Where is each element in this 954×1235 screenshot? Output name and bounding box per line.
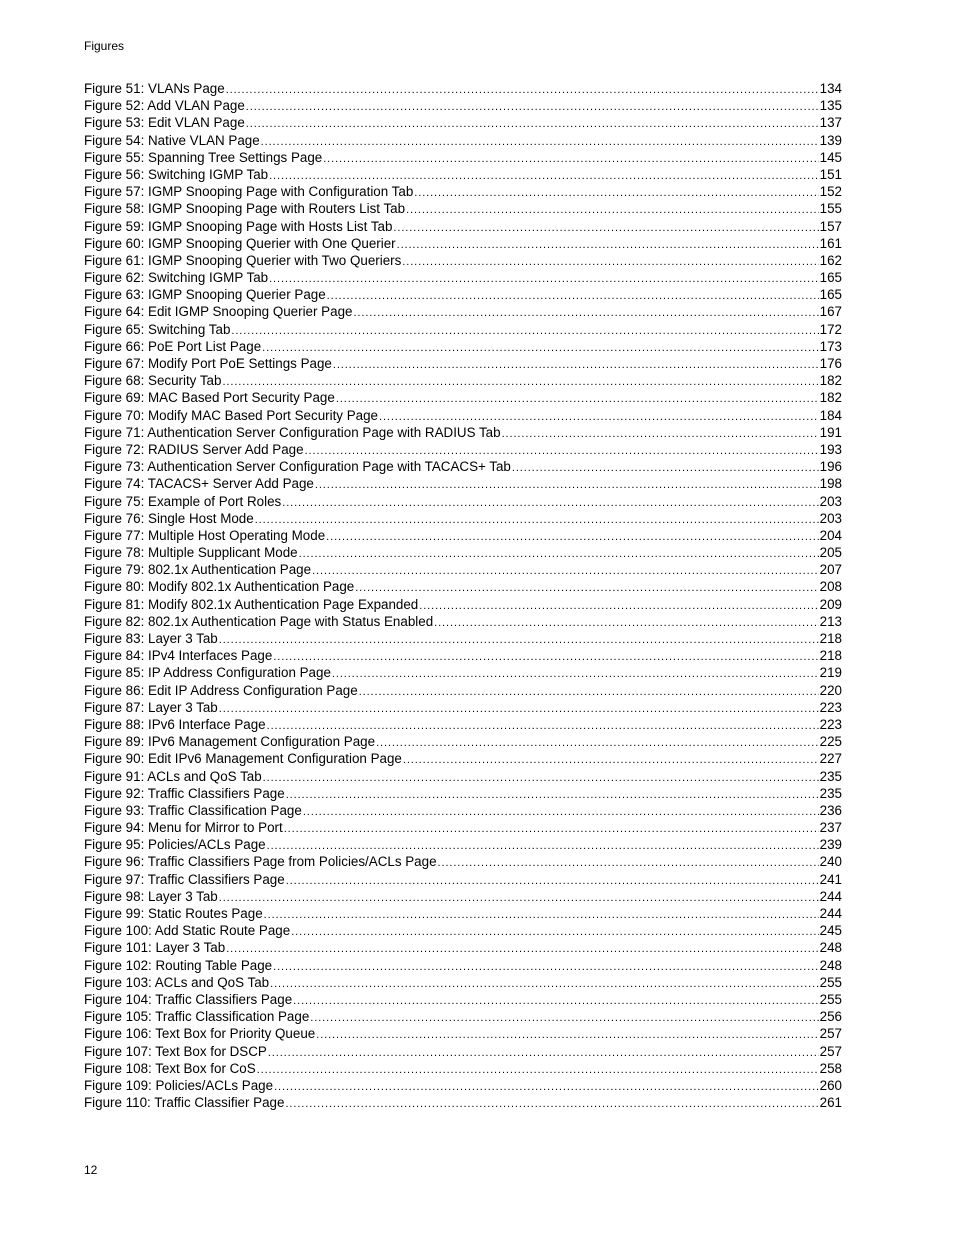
toc-entry-page-number: 219 <box>819 665 842 681</box>
dot-leader <box>267 718 819 733</box>
toc-entry-title: Figure 91: ACLs and QoS Tab <box>84 768 262 784</box>
toc-entry[interactable] <box>84 905 842 922</box>
dot-leader <box>274 1079 819 1094</box>
toc-entry[interactable] <box>84 321 842 338</box>
dot-leader <box>397 237 819 252</box>
dot-leader <box>273 959 819 974</box>
toc-entry-page-number: 261 <box>819 1095 842 1111</box>
toc-entry[interactable] <box>84 97 842 114</box>
toc-entry[interactable] <box>84 407 842 424</box>
toc-entry[interactable] <box>84 682 842 699</box>
toc-entry[interactable] <box>84 716 842 733</box>
toc-entry-title: Figure 67: Modify Port PoE Settings Page <box>84 356 332 371</box>
toc-entry-page-number: 208 <box>819 579 842 595</box>
toc-entry-page-number: 167 <box>819 304 842 320</box>
toc-entry[interactable] <box>84 991 842 1008</box>
toc-entry-title: Figure 92: Traffic Classifiers Page <box>84 785 285 801</box>
toc-entry-title: Figure 58: IGMP Snooping Page with Routers List Tab <box>84 201 406 217</box>
dot-leader <box>327 288 819 303</box>
dot-leader <box>376 735 819 750</box>
dot-leader <box>406 202 819 217</box>
dot-leader <box>419 598 818 613</box>
dot-leader <box>333 357 819 372</box>
toc-entry-title: Figure 79: 802.1x Authentication Page <box>84 562 312 578</box>
toc-entry-page-number: 218 <box>819 648 842 664</box>
toc-entry-title: Figure 80: Modify 802.1x Authentication Page <box>84 579 355 595</box>
toc-entry-page-number: 134 <box>819 81 842 96</box>
dot-leader <box>219 701 819 716</box>
toc-entry-page-number: 220 <box>819 682 842 698</box>
toc-entry[interactable] <box>84 836 842 853</box>
toc-entry-page-number: 182 <box>819 390 842 406</box>
toc-entry-page-number: 245 <box>819 923 842 939</box>
dot-leader <box>434 615 819 630</box>
toc-entry[interactable] <box>84 888 842 905</box>
dot-leader <box>226 82 819 97</box>
toc-entry-title: Figure 94: Menu for Mirror to Port <box>84 820 283 836</box>
toc-entry[interactable] <box>84 1060 842 1077</box>
toc-entry-page-number: 203 <box>819 510 842 526</box>
toc-entry-title: Figure 104: Traffic Classifiers Page <box>84 991 293 1007</box>
toc-entry-page-number: 235 <box>819 785 842 801</box>
toc-entry-page-number: 151 <box>819 166 842 182</box>
toc-entry[interactable] <box>84 338 842 355</box>
dot-leader <box>282 495 818 510</box>
dot-leader <box>285 1096 818 1111</box>
toc-entry-title: Figure 70: Modify MAC Based Port Security Page <box>84 407 378 423</box>
toc-entry[interactable] <box>84 871 842 888</box>
dot-leader <box>293 993 819 1008</box>
toc-entry[interactable] <box>84 939 842 956</box>
toc-entry[interactable] <box>84 458 842 475</box>
dot-leader <box>269 168 819 183</box>
dot-leader <box>315 477 819 492</box>
dot-leader <box>262 340 819 355</box>
toc-entry[interactable] <box>84 132 842 149</box>
toc-entry[interactable] <box>84 80 842 97</box>
toc-entry[interactable] <box>84 200 842 217</box>
toc-entry-title: Figure 85: IP Address Configuration Page <box>84 665 331 681</box>
toc-entry-page-number: 258 <box>819 1060 842 1076</box>
toc-entry-title: Figure 103: ACLs and QoS Tab <box>84 974 270 990</box>
toc-entry-page-number: 207 <box>819 562 842 578</box>
toc-entry[interactable] <box>84 922 842 939</box>
toc-entry-page-number: 209 <box>819 596 842 612</box>
toc-entry[interactable] <box>84 699 842 716</box>
toc-entry[interactable] <box>84 355 842 372</box>
toc-entry-title: Figure 73: Authentication Server Configuration Page with TACACS+ Tab <box>84 459 511 475</box>
dot-leader <box>305 443 819 458</box>
toc-entry-title: Figure 106: Text Box for Priority Queue <box>84 1026 316 1042</box>
toc-entry-page-number: 204 <box>819 527 842 543</box>
toc-entry[interactable] <box>84 664 842 681</box>
toc-entry-title: Figure 56: Switching IGMP Tab <box>84 166 269 182</box>
toc-entry-page-number: 223 <box>819 716 842 732</box>
toc-entry-page-number: 157 <box>819 218 842 234</box>
toc-entry-page-number: 235 <box>819 768 842 784</box>
toc-entry-page-number: 239 <box>819 837 842 853</box>
toc-entry-title: Figure 51: VLANs Page <box>84 81 225 96</box>
toc-entry-title: Figure 97: Traffic Classifiers Page <box>84 871 285 887</box>
toc-entry[interactable] <box>84 802 842 819</box>
dot-leader <box>312 563 819 578</box>
toc-entry-page-number: 173 <box>819 338 842 354</box>
toc-entry-page-number: 260 <box>819 1077 842 1093</box>
dot-leader <box>355 580 818 595</box>
toc-entry-page-number: 248 <box>819 940 842 956</box>
toc-entry-title: Figure 78: Multiple Supplicant Mode <box>84 545 298 561</box>
toc-entry-title: Figure 76: Single Host Mode <box>84 510 254 526</box>
dot-leader <box>261 134 819 149</box>
toc-entry-page-number: 244 <box>819 888 842 904</box>
dot-leader <box>326 529 819 544</box>
toc-entry-title: Figure 110: Traffic Classifier Page <box>84 1095 285 1111</box>
toc-entry-title: Figure 90: Edit IPv6 Management Configuration Page <box>84 751 402 767</box>
toc-entry[interactable] <box>84 544 842 561</box>
toc-entry-title: Figure 64: Edit IGMP Snooping Querier Page <box>84 304 353 320</box>
toc-entry[interactable] <box>84 630 842 647</box>
running-header: Figures <box>84 39 125 53</box>
toc-entry[interactable] <box>84 252 842 269</box>
toc-entry-title: Figure 87: Layer 3 Tab <box>84 699 218 715</box>
toc-entry-page-number: 255 <box>819 991 842 1007</box>
toc-entry-page-number: 165 <box>819 287 842 303</box>
toc-entry-title: Figure 65: Switching Tab <box>84 321 231 337</box>
toc-entry-page-number: 255 <box>819 974 842 990</box>
toc-entry-title: Figure 102: Routing Table Page <box>84 957 273 973</box>
toc-entry-page-number: 184 <box>819 407 842 423</box>
toc-entry[interactable] <box>84 441 842 458</box>
dot-leader <box>414 185 818 200</box>
dot-leader <box>284 821 819 836</box>
dot-leader <box>268 1045 819 1060</box>
toc-entry-title: Figure 54: Native VLAN Page <box>84 132 260 148</box>
toc-entry[interactable] <box>84 269 842 286</box>
dot-leader <box>246 99 819 114</box>
toc-entry[interactable] <box>84 286 842 303</box>
toc-entry-title: Figure 63: IGMP Snooping Querier Page <box>84 287 326 303</box>
dot-leader <box>222 374 818 389</box>
toc-entry[interactable] <box>84 1077 842 1094</box>
dot-leader <box>303 804 819 819</box>
toc-entry-title: Figure 71: Authentication Server Configuration Page with RADIUS Tab <box>84 424 501 440</box>
toc-entry-title: Figure 55: Spanning Tree Settings Page <box>84 149 323 165</box>
dot-leader <box>226 941 818 956</box>
toc-entry-page-number: 225 <box>819 734 842 750</box>
toc-entry[interactable] <box>84 578 842 595</box>
toc-entry-page-number: 165 <box>819 270 842 286</box>
toc-entry-page-number: 139 <box>819 132 842 148</box>
toc-entry-page-number: 257 <box>819 1043 842 1059</box>
toc-entry-title: Figure 107: Text Box for DSCP <box>84 1043 267 1059</box>
toc-entry-title: Figure 83: Layer 3 Tab <box>84 631 218 646</box>
toc-entry-title: Figure 61: IGMP Snooping Querier with Two Queriers <box>84 252 402 268</box>
toc-entry-page-number: 227 <box>819 751 842 767</box>
toc-entry-title: Figure 57: IGMP Snooping Page with Configuration Tab <box>84 184 414 200</box>
toc-entry-page-number: 241 <box>819 871 842 887</box>
toc-entry[interactable] <box>84 750 842 767</box>
toc-entry-title: Figure 99: Static Routes Page <box>84 906 263 921</box>
dot-leader <box>257 1062 819 1077</box>
toc-entry[interactable] <box>84 613 842 630</box>
toc-entry-page-number: 205 <box>819 545 842 561</box>
toc-entry-title: Figure 105: Traffic Classification Page <box>84 1009 310 1025</box>
toc-entry-title: Figure 66: PoE Port List Page <box>84 338 262 354</box>
toc-entry-page-number: 176 <box>819 356 842 371</box>
toc-entry[interactable] <box>84 1008 842 1025</box>
toc-entry[interactable] <box>84 510 842 527</box>
toc-entry-title: Figure 62: Switching IGMP Tab <box>84 270 269 286</box>
toc-entry-title: Figure 74: TACACS+ Server Add Page <box>84 476 314 492</box>
toc-entry-page-number: 182 <box>819 373 842 389</box>
toc-entry[interactable] <box>84 853 842 870</box>
page-number: 12 <box>84 1163 98 1177</box>
toc-entry-page-number: 172 <box>819 321 842 337</box>
toc-entry[interactable] <box>84 493 842 510</box>
toc-entry-title: Figure 84: IPv4 Interfaces Page <box>84 648 273 664</box>
toc-entry[interactable] <box>84 424 842 441</box>
toc-entry-page-number: 257 <box>819 1026 842 1042</box>
toc-entry[interactable] <box>84 235 842 252</box>
dot-leader <box>286 787 819 802</box>
dot-leader <box>263 770 819 785</box>
dot-leader <box>438 855 819 870</box>
dot-leader <box>336 391 819 406</box>
dot-leader <box>291 924 818 939</box>
dot-leader <box>359 684 819 699</box>
dot-leader <box>270 976 819 991</box>
toc-entry[interactable] <box>84 957 842 974</box>
dot-leader <box>323 151 818 166</box>
toc-entry-page-number: 145 <box>819 149 842 165</box>
toc-entry-title: Figure 81: Modify 802.1x Authentication Page Expanded <box>84 596 419 612</box>
toc-entry-page-number: 203 <box>819 493 842 509</box>
dot-leader <box>231 323 818 338</box>
toc-entry-title: Figure 60: IGMP Snooping Querier with One Querier <box>84 235 396 251</box>
dot-leader <box>269 271 819 286</box>
toc-entry[interactable] <box>84 1043 842 1060</box>
dot-leader <box>267 838 819 853</box>
dot-leader <box>353 305 818 320</box>
toc-entry-title: Figure 77: Multiple Host Operating Mode <box>84 527 326 543</box>
toc-entry-page-number: 198 <box>819 476 842 492</box>
toc-entry[interactable] <box>84 389 842 406</box>
dot-leader <box>316 1027 818 1042</box>
toc-entry-page-number: 196 <box>819 459 842 475</box>
toc-entry-title: Figure 88: IPv6 Interface Page <box>84 716 266 732</box>
dot-leader <box>246 116 819 131</box>
toc-entry[interactable] <box>84 647 842 664</box>
toc-entry-page-number: 193 <box>819 441 842 457</box>
toc-entry[interactable] <box>84 596 842 613</box>
toc-entry[interactable] <box>84 183 842 200</box>
dot-leader <box>219 632 819 647</box>
toc-entry-title: Figure 95: Policies/ACLs Page <box>84 837 266 853</box>
toc-entry-page-number: 191 <box>819 424 842 440</box>
dot-leader <box>264 907 819 922</box>
toc-entry-title: Figure 69: MAC Based Port Security Page <box>84 390 335 406</box>
dot-leader <box>512 460 819 475</box>
toc-entry-page-number: 237 <box>819 820 842 836</box>
toc-entry-title: Figure 93: Traffic Classification Page <box>84 802 302 818</box>
toc-entry-title: Figure 52: Add VLAN Page <box>84 98 245 114</box>
toc-entry-title: Figure 59: IGMP Snooping Page with Hosts List Tab <box>84 218 393 234</box>
toc-entry-title: Figure 68: Security Tab <box>84 373 222 389</box>
dot-leader <box>393 220 818 235</box>
toc-entry[interactable] <box>84 1094 842 1111</box>
toc-entry[interactable] <box>84 785 842 802</box>
toc-entry[interactable] <box>84 733 842 750</box>
toc-entry[interactable] <box>84 819 842 836</box>
toc-entry[interactable] <box>84 166 842 183</box>
dot-leader <box>255 512 819 527</box>
toc-entry-page-number: 155 <box>819 201 842 217</box>
toc-entry[interactable] <box>84 1025 842 1042</box>
toc-entry[interactable] <box>84 527 842 544</box>
toc-entry[interactable] <box>84 974 842 991</box>
toc-entry-page-number: 213 <box>819 613 842 629</box>
toc-entry-title: Figure 72: RADIUS Server Add Page <box>84 441 304 457</box>
dot-leader <box>286 873 819 888</box>
dot-leader <box>332 666 819 681</box>
toc-entry-page-number: 256 <box>819 1009 842 1025</box>
dot-leader <box>379 409 819 424</box>
dot-leader <box>402 254 818 269</box>
toc-entry-page-number: 162 <box>819 252 842 268</box>
dot-leader <box>219 890 819 905</box>
toc-entry-title: Figure 101: Layer 3 Tab <box>84 940 226 956</box>
toc-entry[interactable] <box>84 303 842 320</box>
toc-entry-page-number: 218 <box>819 631 842 646</box>
toc-entry[interactable] <box>84 768 842 785</box>
dot-leader <box>273 649 818 664</box>
toc-entry[interactable] <box>84 218 842 235</box>
toc-entry[interactable] <box>84 149 842 166</box>
toc-entry-title: Figure 53: Edit VLAN Page <box>84 115 245 131</box>
dot-leader <box>310 1010 818 1025</box>
toc-entry-title: Figure 109: Policies/ACLs Page <box>84 1077 274 1093</box>
toc-entry-page-number: 240 <box>819 854 842 870</box>
toc-entry-title: Figure 89: IPv6 Management Configuration Page <box>84 734 376 750</box>
toc-entry-title: Figure 98: Layer 3 Tab <box>84 888 218 904</box>
dot-leader <box>502 426 819 441</box>
toc-entry[interactable] <box>84 475 842 492</box>
toc-entry-page-number: 161 <box>819 235 842 251</box>
toc-entry[interactable] <box>84 114 842 131</box>
toc-entry[interactable] <box>84 372 842 389</box>
toc-entry-page-number: 135 <box>819 98 842 114</box>
dot-leader <box>403 752 819 767</box>
table-of-figures <box>84 80 842 1111</box>
dot-leader <box>299 546 819 561</box>
toc-entry-page-number: 244 <box>819 906 842 921</box>
toc-entry-title: Figure 86: Edit IP Address Configuration Page <box>84 682 358 698</box>
toc-entry-title: Figure 82: 802.1x Authentication Page with Status Enabled <box>84 613 434 629</box>
toc-entry-title: Figure 108: Text Box for CoS <box>84 1060 256 1076</box>
toc-entry-page-number: 236 <box>819 802 842 818</box>
toc-entry-title: Figure 96: Traffic Classifiers Page from Policies/ACLs Page <box>84 854 437 870</box>
toc-entry-page-number: 152 <box>819 184 842 200</box>
toc-entry-page-number: 248 <box>819 957 842 973</box>
toc-entry-title: Figure 75: Example of Port Roles <box>84 493 282 509</box>
toc-entry-title: Figure 100: Add Static Route Page <box>84 923 291 939</box>
toc-entry-page-number: 137 <box>819 115 842 131</box>
toc-entry-page-number: 223 <box>819 699 842 715</box>
toc-entry[interactable] <box>84 561 842 578</box>
